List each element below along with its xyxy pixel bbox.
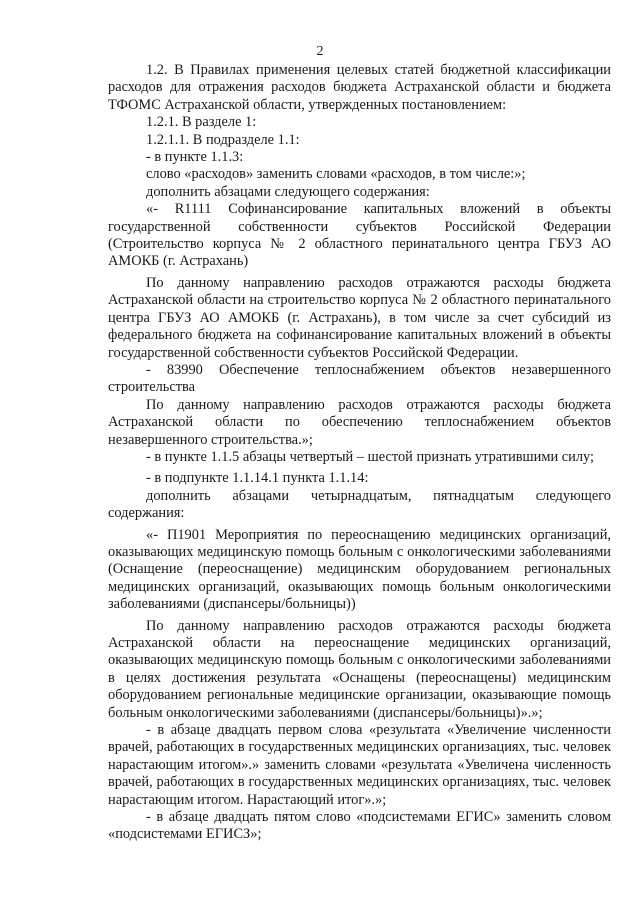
paragraph: слово «расходов» заменить словами «расходов, в том числе:»; (146, 166, 526, 183)
paragraph: дополнить абзацами следующего содержания: (146, 183, 430, 200)
paragraph: - в подпункте 1.1.14.1 пункта 1.1.14: (146, 470, 369, 487)
paragraph: «- R1111 Софинансирование капитальных вложений в объекты государственной собственности субъектов Российской Федерации (Строительство корпуса № 2 областного перинатального центра ГБУЗ АО АМОКБ (г. Астрахань) (108, 201, 611, 270)
paragraph: - в пункте 1.1.3: (146, 149, 244, 166)
paragraph: По данному направлению расходов отражаются расходы бюджета Астраханской области по обеспечению теплоснабжением объектов незавершенного строительства.»; (108, 396, 611, 448)
page-number: 2 (316, 44, 324, 59)
paragraph: 1.2.1. В разделе 1: (146, 114, 257, 131)
paragraph: - в пункте 1.1.5 абзацы четвертый – шестой признать утратившими силу; (146, 448, 595, 465)
paragraph: По данному направлению расходов отражаются расходы бюджета Астраханской области на строительство корпуса № 2 областного перинатального центра ГБУЗ АО АМОКБ (г. Астрахань), в том числе за счет субсидий из федерального бюджета на софинансирование капитальных вложений в объекты государственной собственности субъектов Российской Федерации. (108, 274, 611, 361)
document-body (108, 62, 611, 844)
paragraph: дополнить абзацами четырнадцатым, пятнадцатым следующего содержания: (108, 487, 611, 522)
paragraph: По данному направлению расходов отражаются расходы бюджета Астраханской области на переоснащение медицинских организаций, оказывающих медицинскую помощь больным с онкологическими заболеваниями в целях достижения результата «Оснащены (переоснащены) медицинским оборудованием региональные медицинские организации, оказывающие помощь больным онкологическими заболеваниями (диспансеры/больницы)».»; (108, 617, 611, 721)
paragraph: 1.2.1.1. В подразделе 1.1: (146, 131, 300, 148)
paragraph: 1.2. В Правилах применения целевых статей бюджетной классификации расходов для отражения расходов бюджета Астраханской области и бюджета ТФОМС Астраханской области, утвержденных постановлением: (108, 62, 611, 113)
paragraph: - 83990 Обеспечение теплоснабжением объектов незавершенного строительства (108, 361, 611, 396)
paragraph: - в абзаце двадцать первом слова «результата «Увеличение численности врачей, работающих в государственных медицинских организациях, тыс. человек нарастающим итогом».» заменить словами «результата «Увеличена численность врачей, работающих в государственных медицинских организациях, тыс. человек нарастающим итогом. Нарастающий итог».»; (108, 722, 611, 808)
paragraph: - в абзаце двадцать пятом слово «подсистемами ЕГИС» заменить словом «подсистемами ЕГИСЗ»; (108, 809, 611, 843)
paragraph: «- П1901 Мероприятия по переоснащению медицинских организаций, оказывающих медицинскую помощь больным с онкологическими заболеваниями (Оснащение (переоснащение) медицинским оборудованием региональных медицинских организаций, оказывающих помощь больным онкологическими заболеваниями (диспансеры/больницы)) (108, 526, 611, 613)
